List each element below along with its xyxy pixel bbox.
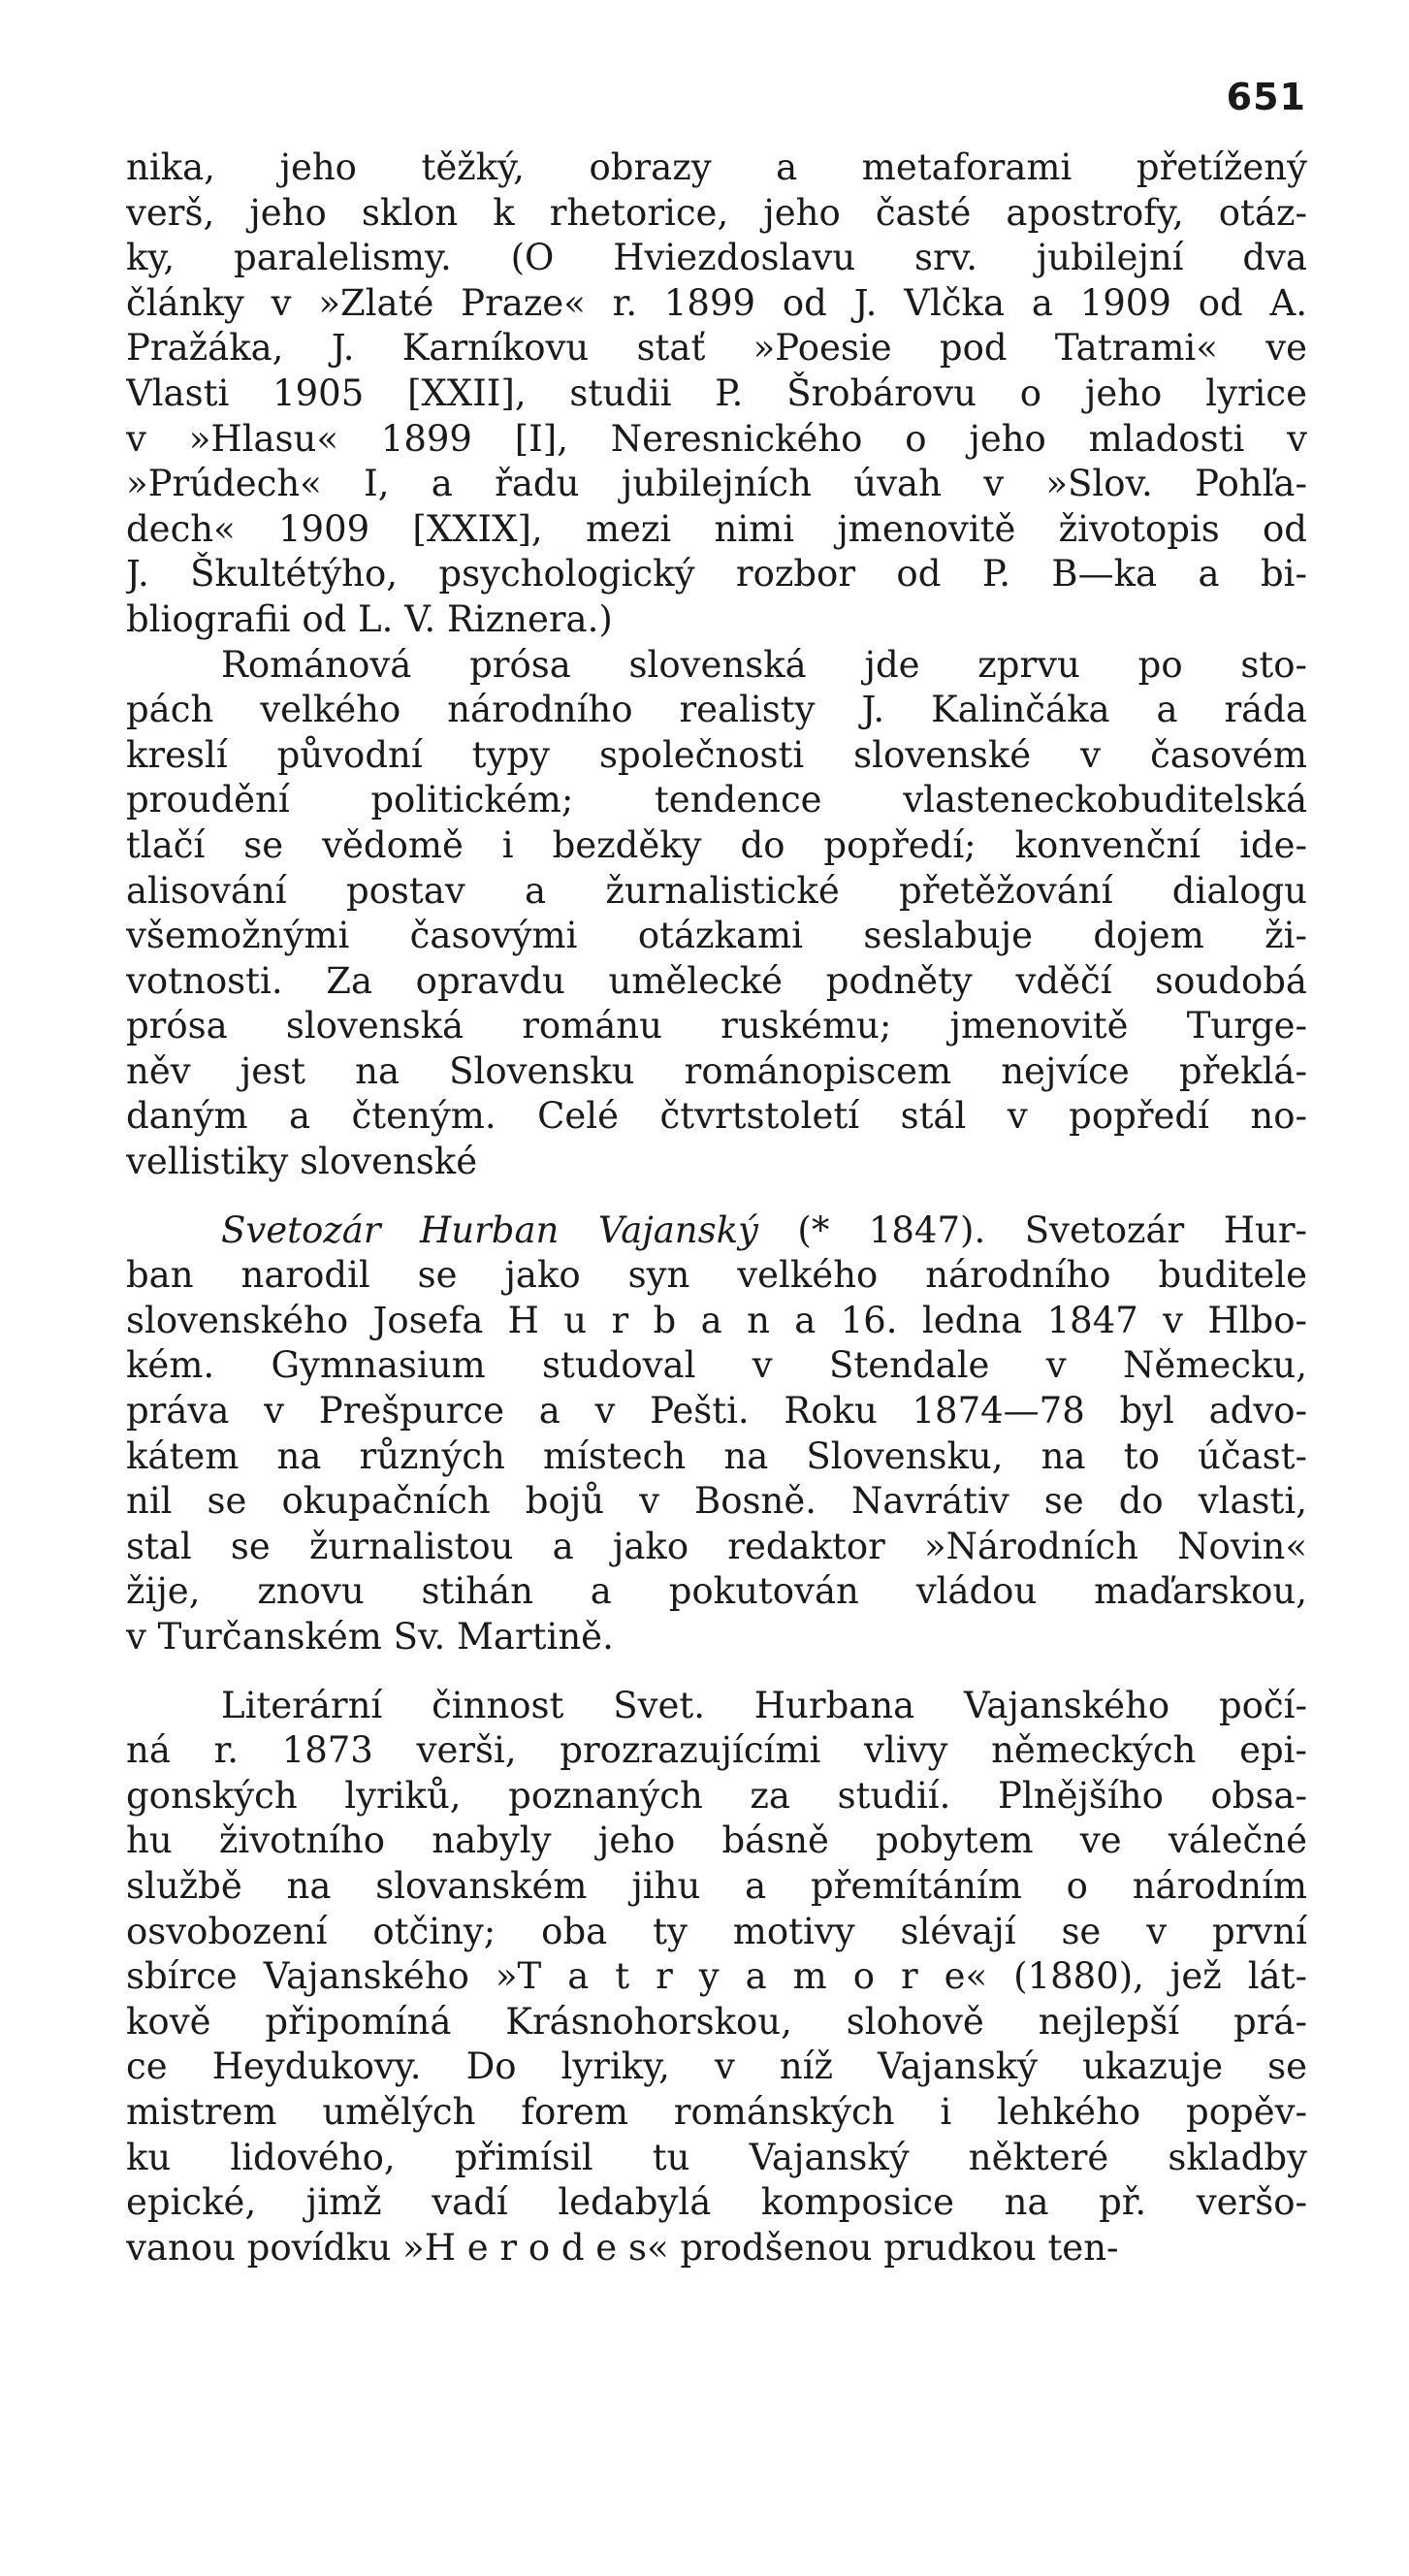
text-line: Pražáka, J. Karníkovu stať »Poesie pod Tatrami« ve [126,327,1307,370]
paragraph [126,643,1307,1185]
text-line: v »Hlasu« 1899 [I], Neresnického o jeho mladosti v [126,417,1307,460]
text-line: žije, znovu stihán a pokutován vládou maďarskou, [126,1570,1307,1613]
text-line: ku lidového, přimísil tu Vajanský některé skladby [126,2136,1307,2178]
text-line: mistrem umělých forem románských i lehkého popěv- [126,2090,1307,2133]
text-line: alisování postav a žurnalistické přetěžování dialogu [126,869,1307,912]
text-line: epické, jimž vadí ledabylá komposice na př. veršo- [126,2181,1307,2224]
text-line: vellistiky slovenské [126,1141,478,1183]
text-line: gonských lyriků, poznaných za studií. Plnějšího obsa- [126,1774,1307,1817]
text-line: votnosti. Za opravdu umělecké podněty vděčí soudobá [126,959,1307,1002]
page-number: 651 [1226,76,1306,118]
paragraph [126,1684,1307,2271]
text-line: verš, jeho sklon k rhetorice, jeho časté apostrofy, otáz- [126,191,1307,234]
text-line: prósa slovenská románu ruskému; jmenovitě Turge- [126,1005,1307,1047]
text-line: nil se okupačních bojů v Bosně. Navrátiv se do vlasti, [126,1480,1307,1523]
text-line: Vlasti 1905 [XXII], studii P. Šrobárovu o jeho lyrice [126,371,1307,414]
paragraph-gap [126,1185,1307,1208]
text-line: Literární činnost Svet. Hurbana Vajanského počí- [221,1684,1307,1726]
text-line: kátem na různých místech na Slovensku, na to účast- [126,1434,1307,1477]
text-line: ky, paralelismy. (O Hviezdoslavu srv. jubilejní dva [126,237,1307,279]
italic-author-name: Svetozár Hurban Vajanský [221,1208,758,1251]
text-line: dech« 1909 [XXIX], mezi nimi jmenovitě životopis od [126,507,1307,550]
text-line: v Turčanském Sv. Martině. [126,1616,614,1658]
text-line: Románová prósa slovenská jde zprvu po sto- [221,643,1307,686]
text-line: sbírce Vajanského »T a t r y a m o r e« (1880), jež lát- [126,1955,1307,1998]
text-line: ná r. 1873 verši, prozrazujícími vlivy německých epi- [126,1729,1307,1772]
paragraph-gap [126,1660,1307,1684]
text-line: kém. Gymnasium studoval v Stendale v Německu, [126,1344,1307,1387]
text-line: J. Škultétýho, psychologický rozbor od P. B—ka a bi- [126,553,1307,596]
text-line: ce Heydukovy. Do lyriky, v níž Vajanský ukazuje se [126,2045,1307,2088]
text-line: kově připomíná Krásnohorskou, slohově nejlepší prá- [126,2000,1307,2043]
text-line: proudění politickém; tendence vlasteneckobuditelská [126,779,1307,821]
text-line: vanou povídku »H e r o d e s« prodšenou prudkou ten- [126,2226,1119,2269]
text-line-rest: (* 1847). Svetozár Hur- [757,1208,1307,1251]
text-line: daným a čteným. Celé čtvrtstoletí stál v popředí no- [126,1095,1307,1138]
text-line: stal se žurnalistou a jako redaktor »Národních Novin« [126,1525,1307,1567]
text-line [126,1208,1307,1254]
body-text [126,145,1307,2270]
text-line: práva v Prešpurce a v Pešti. Roku 1874—78 byl advo- [126,1390,1307,1433]
text-line: hu životního nabyly jeho básně pobytem ve válečné [126,1819,1307,1862]
text-line: bliografii od L. V. Riznera.) [126,597,613,640]
paragraph [126,1208,1307,1660]
text-line: slovenského Josefa H u r b a n a 16. ledna 1847 v Hlbo- [126,1299,1307,1341]
text-line: nika, jeho těžký, obrazy a metaforami přetížený [126,146,1307,188]
text-line: pách velkého národního realisty J. Kalinčáka a ráda [126,689,1307,731]
text-line: osvobození otčiny; oba ty motivy slévají se v první [126,1910,1307,1952]
text-line: kreslí původní typy společnosti slovenské v časovém [126,733,1307,776]
text-line: službě na slovanském jihu a přemítáním o národním [126,1864,1307,1907]
text-line: tlačí se vědomě i bezděky do popředí; konvenční ide- [126,823,1307,866]
text-line: něv jest na Slovensku románopiscem nejvíce překlá- [126,1049,1307,1092]
text-line: články v »Zlaté Praze« r. 1899 od J. Vlčka a 1909 od A. [126,281,1307,324]
text-line: všemožnými časovými otázkami seslabuje dojem ži- [126,915,1307,957]
text-line: »Prúdech« I, a řadu jubilejních úvah v »Slov. Pohľa- [126,463,1307,505]
paragraph [126,145,1307,643]
text-line: ban narodil se jako syn velkého národního buditele [126,1254,1307,1297]
